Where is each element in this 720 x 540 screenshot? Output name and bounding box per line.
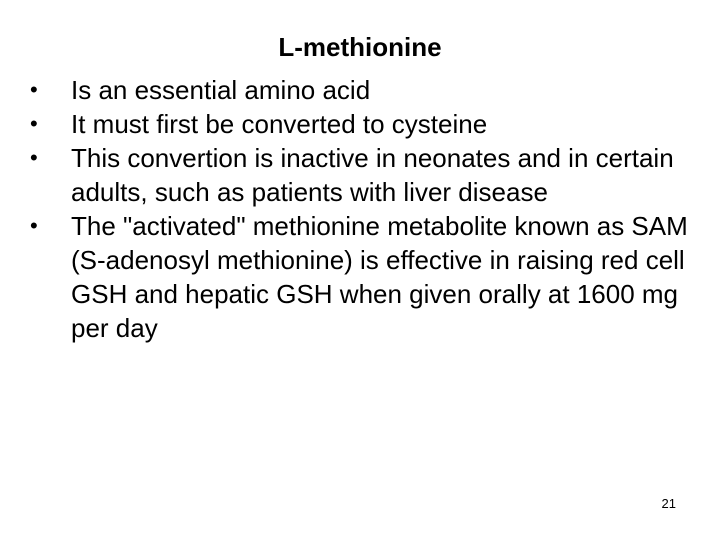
bullet-item-2 — [30, 107, 690, 141]
bullet-icon: • — [30, 213, 38, 238]
bullet-item-1 — [30, 73, 690, 107]
bullet-text-4: The "activated" methionine metabolite known as SAM (S-adenosyl methionine) is effective in raising red cell GSH and hepatic GSH when given orally at 1600 mg per day — [71, 211, 688, 343]
bullet-text-3: This convertion is inactive in neonates and in certain adults, such as patients with liver disease — [71, 143, 674, 207]
bullet-text-1: Is an essential amino acid — [71, 75, 371, 105]
bullet-item-3 — [30, 141, 690, 209]
bullet-list — [30, 73, 690, 345]
slide-title: L-methionine — [278, 32, 442, 62]
bullet-icon: • — [30, 145, 38, 170]
bullet-item-4 — [30, 209, 690, 345]
slide-number: 21 — [661, 496, 676, 511]
bullet-icon: • — [30, 111, 38, 136]
bullet-icon: • — [30, 77, 38, 102]
bullet-text-2: It must first be converted to cysteine — [71, 109, 488, 139]
